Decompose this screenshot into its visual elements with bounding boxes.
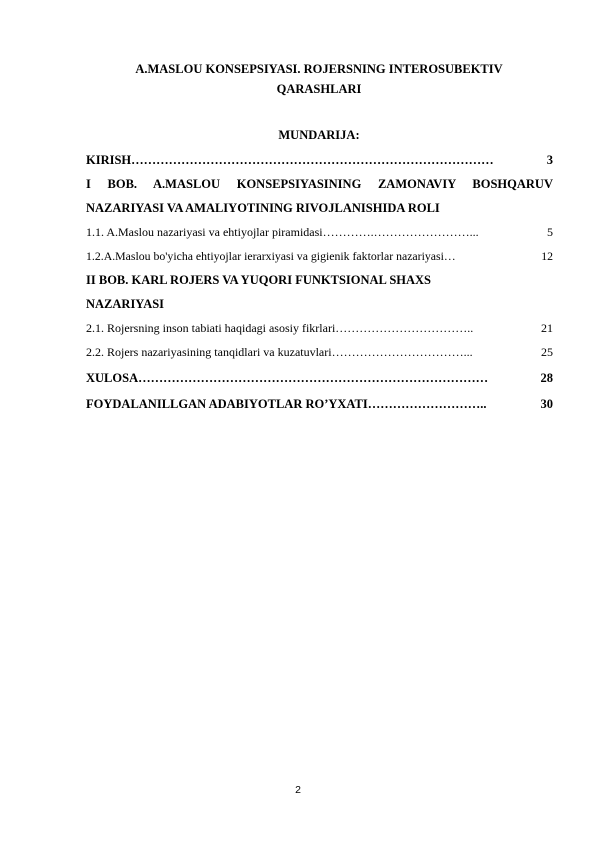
toc-entry-1-1[interactable] <box>86 224 553 240</box>
toc-entry-label: 1.1. A.Maslou nazariyasi va ehtiyojlar piramidasi <box>86 225 323 239</box>
toc-entry-label: 2.1. Rojersning inson tabiati haqidagi asosiy fikrlari <box>86 321 336 335</box>
toc-chapter-2-heading[interactable] <box>86 272 553 288</box>
toc-entry-2-2[interactable] <box>86 344 553 360</box>
contents-heading: MUNDARIJA: <box>278 128 360 142</box>
toc-entry-label: KIRISH <box>86 153 132 167</box>
toc-entry-bibliography[interactable] <box>86 396 553 412</box>
toc-entry-label: NAZARIYASI <box>86 297 165 311</box>
toc-leader-dots: ………………………………………………………………………… <box>138 371 489 385</box>
toc-page-number: 3 <box>546 153 553 167</box>
toc-leader-dots: …………………………………………………………………………… <box>131 153 494 167</box>
toc-entry-label: 2.2. Rojers nazariyasining tanqidlari va kuzatuvlari <box>86 345 332 359</box>
page-number: 2 <box>295 784 301 796</box>
toc-page-number: 21 <box>541 321 553 335</box>
toc-entry-2-1[interactable] <box>86 320 553 336</box>
toc-page-number: 25 <box>541 345 553 359</box>
toc-leader-dots: ………….……………………... <box>322 225 479 239</box>
toc-page-number: 5 <box>547 225 553 239</box>
toc-page-number: 30 <box>540 397 553 411</box>
toc-entry-introduction[interactable] <box>86 152 553 168</box>
toc-chapter-1-heading-continued[interactable] <box>86 200 553 216</box>
toc-chapter-2-heading-continued[interactable] <box>86 296 553 312</box>
toc-page-number: 12 <box>541 249 553 263</box>
toc-entry-label: FOYDALANILLGAN ADABIYOTLAR RO’YXATI <box>86 397 368 411</box>
toc-entry-1-2[interactable] <box>86 248 553 264</box>
document-title-line-1: A.MASLOU KONSEPSIYASI. ROJERSNING INTEROSUBEKTIV <box>135 62 503 76</box>
toc-leader-dots: ……………………………... <box>331 345 473 359</box>
document-title-line-2: QARASHLARI <box>276 82 362 96</box>
toc-leader-dots: …………………………….. <box>335 321 474 335</box>
toc-page-number: 28 <box>540 371 553 385</box>
toc-entry-label: NAZARIYASI VA AMALIYOTINING RIVOJLANISHIDA ROLI <box>86 201 440 215</box>
toc-entry-label: 1.2.A.Maslou bo'yicha ehtiyojlar ierarxiyasi va gigienik faktorlar nazariyasi… <box>86 249 456 263</box>
toc-entry-label: I BOB. A.MASLOU KONSEPSIYASINING ZAMONAVIY BOSHQARUV <box>86 177 553 191</box>
toc-entry-label: II BOB. KARL ROJERS VA YUQORI FUNKTSIONAL SHAXS <box>86 273 431 287</box>
toc-leader-dots: ……………………….. <box>367 397 487 411</box>
toc-entry-conclusion[interactable] <box>86 370 553 386</box>
toc-entry-label: XULOSA <box>86 371 139 385</box>
toc-chapter-1-heading[interactable] <box>86 176 553 192</box>
